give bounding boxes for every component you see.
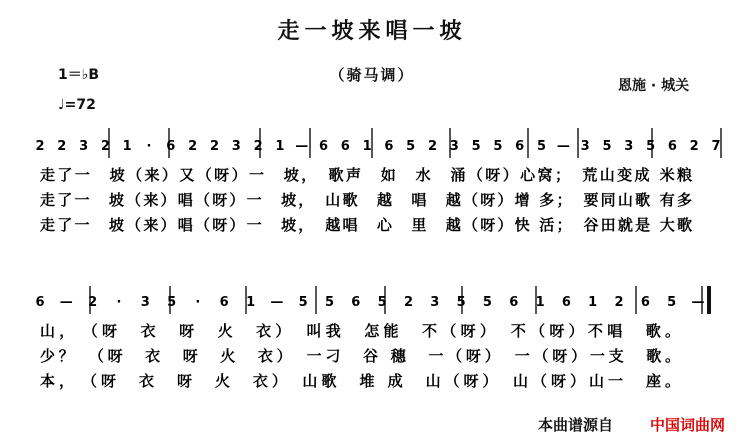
note-s2-6: 5 (167, 295, 177, 310)
note-s2-20: 1 (535, 295, 545, 310)
note-s2-12: 5 (324, 295, 335, 310)
note-s1-3: 3 (79, 139, 89, 154)
song-title: 走一坡来唱一坡 (277, 19, 467, 44)
note-s2-24: 6 (640, 295, 650, 310)
note-s1-2: 2 (57, 139, 67, 154)
lyric-line-s1-v1: 走了一 坡（来）又（呀）一 坡， 歌声 如 水 涌（呀）心窝； 荒山变成 米粮 (40, 166, 693, 184)
note-s2-17: 5 (456, 295, 466, 310)
note-s1-29: 5 (646, 139, 656, 154)
note-s1-28: 3 (624, 139, 634, 154)
note-s1-14: 6 (318, 139, 329, 154)
note-s1-16: 1 (362, 139, 372, 154)
lyric-line-s2-v3: 本， （呀 衣 呀 火 衣） 山歌 堆 成 山（呀） 山（呀）山一 座。 (40, 372, 680, 390)
note-s2-23: 2 (614, 295, 624, 310)
note-s1-22: 5 (493, 139, 503, 154)
note-s2-13: 6 (351, 295, 361, 310)
note-s1-30: 6 (667, 139, 677, 154)
note-s1-15: 6 (340, 139, 350, 154)
source-label: 本曲谱源自 (538, 416, 614, 434)
note-s2-22: 1 (588, 295, 598, 310)
note-s1-25: — (556, 139, 570, 154)
note-s2-15: 2 (403, 295, 414, 310)
note-s1-21: 5 (471, 139, 481, 154)
note-s2-2: — (59, 295, 73, 310)
note-s1-5: 1 (122, 139, 132, 154)
note-s2-18: 5 (482, 295, 492, 310)
note-s2-19: 6 (509, 295, 519, 310)
note-s1-11: 2 (253, 139, 263, 154)
note-s1-18: 5 (406, 139, 416, 154)
note-s1-7: 6 (166, 139, 176, 154)
note-s1-24: 5 (536, 139, 547, 154)
note-s1-27: 5 (602, 139, 612, 154)
note-s2-9: 1 (246, 295, 256, 310)
note-s2-8: 6 (219, 295, 229, 310)
note-s1-8: 2 (188, 139, 198, 154)
note-s1-23: 6 (515, 139, 525, 154)
note-s2-1: 6 (35, 295, 45, 310)
note-s1-12: 1 (275, 139, 285, 154)
lyric-line-s2-v2: 少？ （呀 衣 呀 火 衣） 一刁 谷 穗 一（呀） 一（呀）一支 歌。 (40, 347, 680, 365)
note-s1-10: 3 (231, 139, 241, 154)
note-s2-25: 5 (667, 295, 677, 310)
note-s2-16: 3 (430, 295, 440, 310)
note-s1-1: 2 (35, 139, 45, 154)
note-s2-4: · (116, 295, 122, 310)
note-s1-20: 3 (449, 139, 459, 154)
lyric-line-s1-v2: 走了一 坡（来）唱（呀）一 坡， 山歌 越 唱 越（呀）增 多； 要同山歌 有多 (40, 191, 692, 209)
note-s1-32: 7 (711, 139, 721, 154)
region-credit: 恩施 · 城关 (618, 78, 690, 94)
note-s2-10: — (270, 295, 284, 310)
lyrics-layer (40, 166, 692, 391)
key-signature: 1＝♭B (58, 67, 100, 83)
lyric-line-s1-v3: 走了一 坡（来）唱（呀）一 坡， 越唱 心 里 越（呀）快 活； 谷田就是 大歌 (40, 216, 692, 234)
note-s1-26: 3 (580, 139, 590, 154)
note-s2-26: — (691, 295, 705, 310)
note-s1-13: — (295, 139, 309, 154)
note-s1-9: 2 (209, 139, 220, 154)
note-s2-7: · (195, 295, 201, 310)
note-s1-17: 6 (384, 139, 394, 154)
note-s1-4: 2 (100, 139, 110, 154)
song-subtitle: （骑马调） (329, 66, 415, 84)
note-s2-21: 6 (561, 295, 571, 310)
site-name[interactable]: 中国词曲网 (650, 416, 726, 434)
note-s2-5: 3 (140, 295, 150, 310)
note-s2-14: 5 (377, 295, 387, 310)
note-s2-3: 2 (88, 295, 98, 310)
note-s2-11: 5 (298, 295, 308, 310)
note-s1-31: 2 (689, 139, 699, 154)
note-s1-6: · (146, 139, 152, 154)
note-s1-19: 2 (427, 139, 438, 154)
lyric-line-s2-v1: 山， （呀 衣 呀 火 衣） 叫我 怎能 不（呀） 不（呀）不唱 歌。 (40, 322, 680, 340)
tempo-marking: ♩=72 (58, 97, 96, 113)
